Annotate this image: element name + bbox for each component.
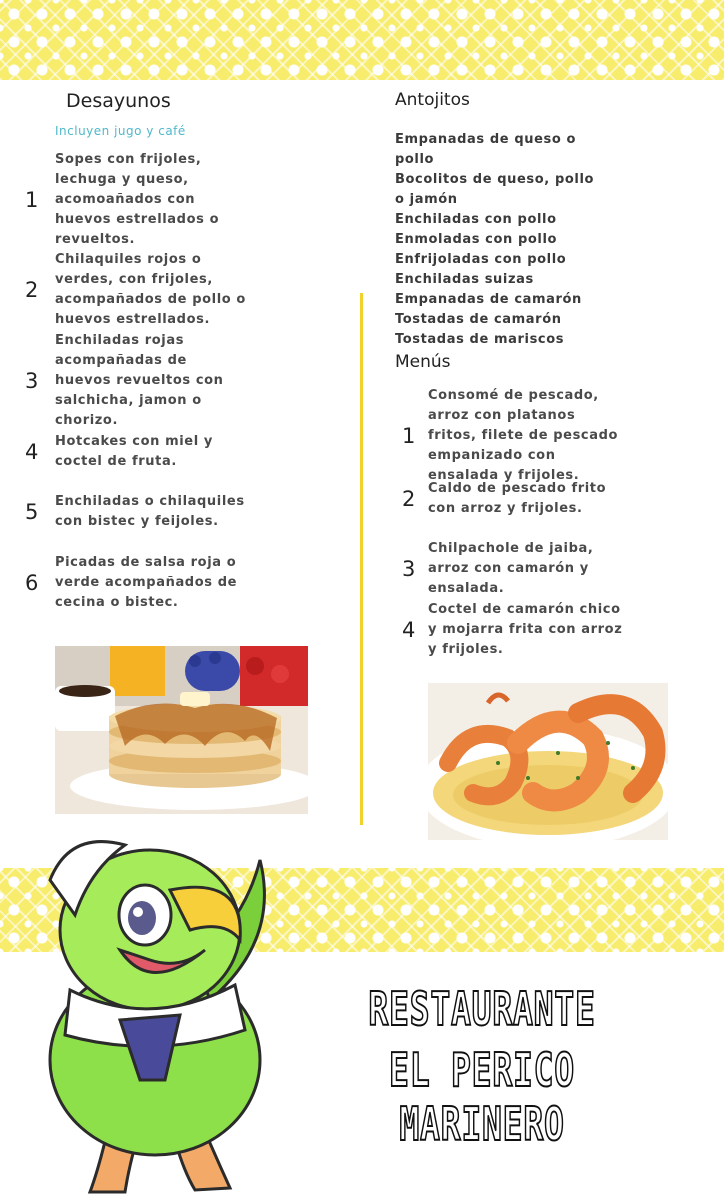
item-number: 3 (402, 557, 416, 581)
desayuno-item-6 (25, 553, 265, 613)
list-item: Empanadas de queso o pollo (395, 132, 577, 167)
restaurant-title-line2: EL PERICO MARINERO (389, 1043, 575, 1151)
desayuno-item-2 (25, 250, 265, 330)
item-number: 6 (25, 571, 39, 595)
item-number: 5 (25, 500, 39, 524)
list-item: Enchiladas suizas (395, 272, 534, 287)
list-item: Enchiladas con pollo (395, 212, 557, 227)
item-text: Consomé de pescado, arroz con platanos fritos, filete de pescado empanizado con ensalada y frijoles. (428, 388, 619, 483)
item-text: Picadas de salsa roja o verde acompañados de cecina o bistec. (55, 555, 238, 610)
item-number: 1 (402, 424, 416, 448)
item-text: Hotcakes con miel y coctel de fruta. (55, 434, 213, 469)
item-text: Chilaquiles rojos o verdes, con frijoles, acompañados de pollo o huevos estrellados. (55, 252, 246, 327)
menus-heading: Menús (395, 352, 451, 372)
item-number: 4 (402, 618, 416, 642)
item-text: Sopes con frijoles, lechuga y queso, acomoañados con huevos estrellados o revueltos. (55, 152, 220, 247)
menu-item-2 (402, 479, 628, 519)
item-text: Coctel de camarón chico y mojarra frita con arroz y frijoles. (428, 602, 623, 657)
item-number: 1 (25, 188, 39, 212)
list-item: Bocolitos de queso, pollo o jamón (395, 172, 595, 207)
pancakes-photo (55, 646, 308, 814)
desayuno-item-1 (25, 150, 255, 250)
item-number: 3 (25, 369, 39, 393)
item-number: 2 (25, 278, 39, 302)
item-number: 2 (402, 487, 416, 511)
desayunos-subtitle: Incluyen jugo y café (55, 124, 186, 138)
list-item: Empanadas de camarón (395, 292, 582, 307)
antojitos-heading: Antojitos (395, 90, 470, 110)
item-text: Caldo de pescado frito con arroz y frijoles. (428, 481, 607, 516)
sailor-parrot-mascot (30, 820, 300, 1199)
desayuno-item-5 (25, 492, 265, 532)
list-item: Enmoladas con pollo (395, 232, 558, 247)
item-text: Chilpachole de jaiba, arroz con camarón y ensalada. (428, 541, 594, 596)
list-item: Tostadas de mariscos (395, 332, 565, 347)
column-divider (360, 293, 363, 825)
top-pattern-banner (0, 0, 724, 80)
menu-item-3 (402, 539, 628, 599)
item-text: Enchiladas o chilaquiles con bistec y feijoles. (55, 494, 245, 529)
desayuno-item-4 (25, 432, 255, 472)
menu-item-1 (402, 386, 628, 486)
list-item: Tostadas de camarón (395, 312, 562, 327)
antojitos-list (395, 130, 605, 350)
item-number: 4 (25, 440, 39, 464)
desayunos-heading: Desayunos (66, 90, 171, 112)
restaurant-title-line1: RESTAURANTE (368, 982, 596, 1036)
desayuno-item-3 (25, 331, 245, 431)
list-item: Enfrijoladas con pollo (395, 252, 567, 267)
shrimp-photo (428, 683, 668, 840)
item-text: Enchiladas rojas acompañadas de huevos revueltos con salchicha, jamon o chorizo. (55, 333, 224, 428)
menu-item-4 (402, 600, 628, 660)
